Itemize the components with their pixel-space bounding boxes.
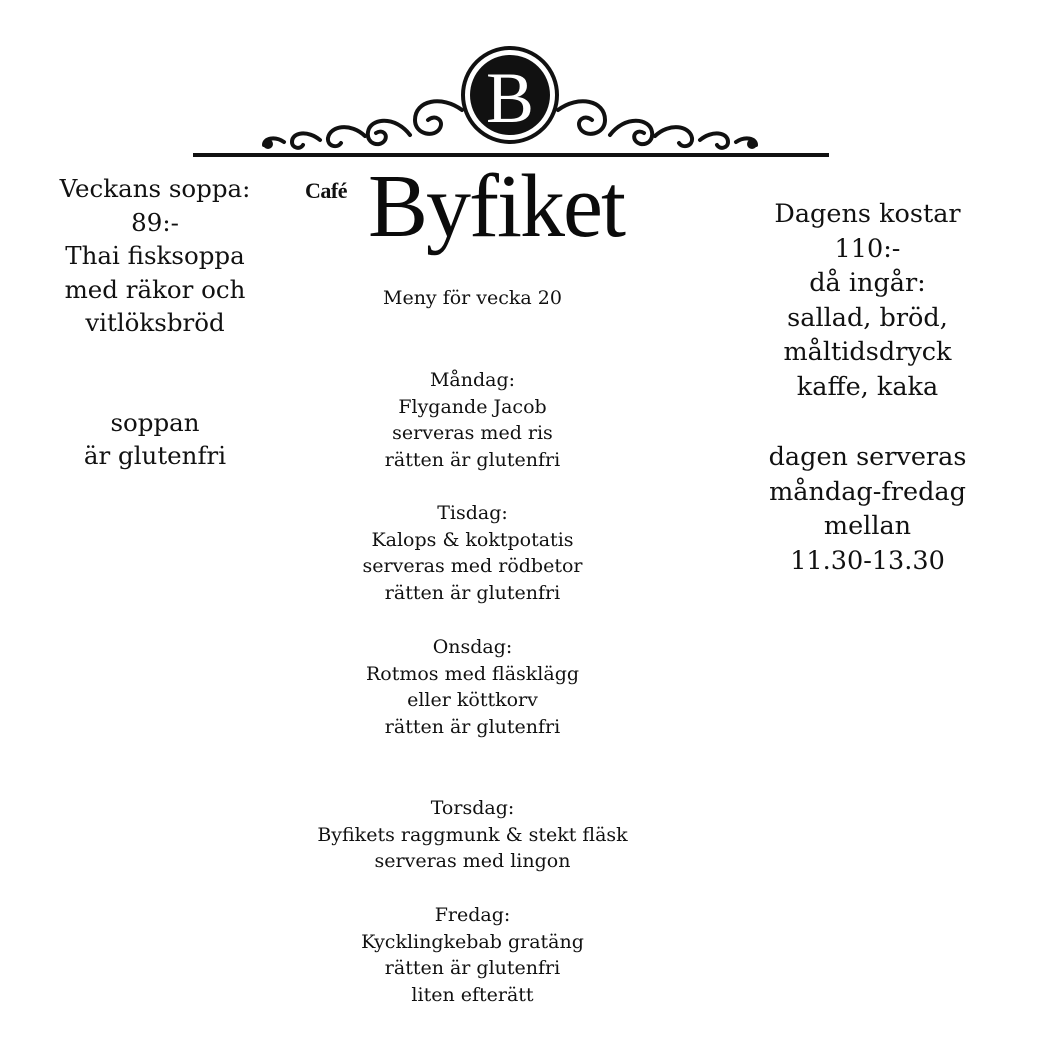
dish-line: rätten är glutenfri <box>384 715 561 738</box>
dish-line: serveras med ris <box>392 422 553 444</box>
price-line: Dagens kostar <box>774 199 961 229</box>
hours-line: dagen serveras <box>768 442 967 472</box>
day-heading: Torsdag: <box>430 797 515 819</box>
day-heading: Tisdag: <box>437 502 508 524</box>
dish-line: Byfikets raggmunk & stekt fläsk <box>317 823 628 846</box>
hours-line: måndag-fredag <box>769 476 966 507</box>
menu-day-tuesday <box>270 500 675 606</box>
day-heading: Fredag: <box>434 904 511 926</box>
hours-line: 11.30-13.30 <box>790 545 945 576</box>
menu-subtitle: Meny för vecka 20 <box>383 287 562 309</box>
dish-line: Kalops & koktpotatis <box>371 528 574 551</box>
dish-line: Flygande Jacob <box>398 395 547 418</box>
day-heading: Onsdag: <box>432 636 513 658</box>
brand-name: Byfiket <box>368 157 624 256</box>
soup-line: Thai fisksoppa <box>65 241 245 270</box>
price-line: sallad, bröd, <box>787 302 948 333</box>
dish-line: serveras med lingon <box>374 850 571 872</box>
dish-line: rätten är glutenfri <box>384 448 561 471</box>
soup-note: är glutenfri <box>83 441 227 470</box>
soup-line: 89:- <box>131 207 179 237</box>
price-line: 110:- <box>834 233 901 264</box>
dish-line: Rotmos med fläsklägg <box>365 662 580 685</box>
weekly-soup <box>30 172 280 473</box>
menu-day-thursday <box>270 795 675 875</box>
soup-line: med räkor och <box>64 274 246 304</box>
dish-line: Kycklingkebab gratäng <box>361 930 584 953</box>
menu-day-friday <box>270 902 675 1008</box>
price-line: måltidsdryck <box>783 337 952 367</box>
hours-line: mellan <box>823 511 912 541</box>
logo-letter: B <box>485 58 535 138</box>
price-line: kaffe, kaka <box>796 371 939 402</box>
ornament-logo <box>180 40 840 170</box>
dish-line: serveras med rödbetor <box>362 555 583 577</box>
dish-line: rätten är glutenfri <box>384 957 561 979</box>
daily-info <box>735 197 1000 578</box>
brand-prefix: Café <box>305 178 347 203</box>
price-line: då ingår: <box>809 268 926 298</box>
soup-line: vitlöksbröd <box>85 308 225 337</box>
day-heading: Måndag: <box>429 369 516 391</box>
soup-line: Veckans soppa: <box>59 174 251 203</box>
menu-day-monday <box>270 367 675 473</box>
dish-line: eller köttkorv <box>407 689 538 711</box>
menu-day-wednesday <box>270 634 675 740</box>
dish-line: liten efterätt <box>411 983 534 1006</box>
dish-line: rätten är glutenfri <box>384 581 561 604</box>
soup-note: soppan <box>110 407 200 437</box>
